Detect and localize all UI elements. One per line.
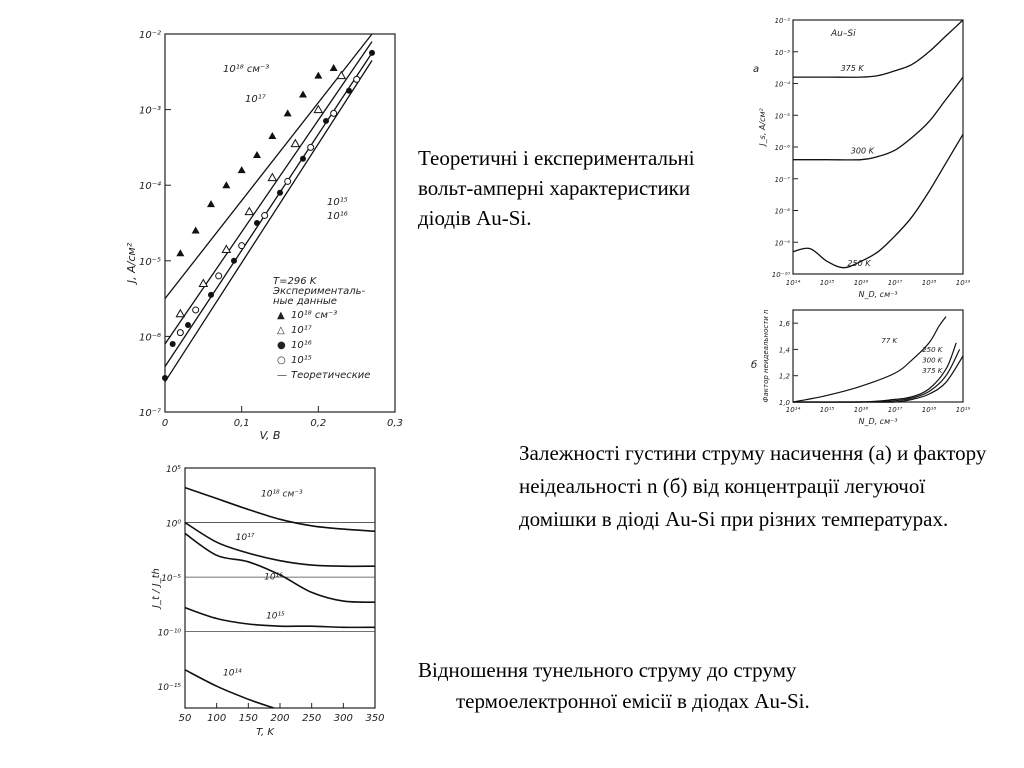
- y-tick-label: 10⁻⁶: [138, 332, 161, 344]
- data-point: [162, 375, 168, 381]
- data-point: [222, 181, 230, 188]
- y-tick-label: 1,4: [778, 346, 790, 355]
- y-tick-label: 10⁻⁴: [138, 181, 161, 193]
- data-point: [177, 330, 183, 336]
- legend-marker: ○: [277, 355, 286, 366]
- x-tick-label: 10¹⁷: [887, 406, 903, 414]
- legend-marker: ▲: [277, 310, 285, 321]
- tunnel-caption-line-2: термоелектронної емісії в діодах Au-Si.: [456, 689, 810, 713]
- data-point: [369, 50, 375, 56]
- panel-label: а: [753, 64, 760, 75]
- data-point: [170, 341, 176, 347]
- x-tick-label: 10¹⁵: [819, 279, 835, 287]
- data-point: [337, 72, 345, 79]
- series-label: 250 K: [922, 346, 943, 355]
- y-tick-label: 1,0: [778, 399, 790, 407]
- y-tick-label: 10⁻¹⁰: [157, 628, 181, 639]
- x-tick-label: 0,1: [233, 418, 250, 429]
- data-point: [299, 90, 307, 97]
- y-tick-label: 10⁻²: [774, 17, 790, 25]
- y-tick-label: 10⁻⁶: [774, 144, 790, 152]
- x-tick-label: 10¹⁶: [853, 279, 869, 287]
- data-point: [330, 64, 338, 71]
- y-axis-label: J_s, А/см²: [758, 108, 767, 146]
- y-axis-label: J, А/см²: [125, 242, 138, 284]
- x-tick-label: 10¹⁹: [955, 279, 970, 287]
- saturation-current-chart: [738, 12, 970, 302]
- legend-label: 10¹⁵: [291, 355, 312, 366]
- tunnel-caption: [418, 655, 978, 717]
- data-point: [291, 140, 299, 147]
- series-line: [793, 77, 963, 160]
- y-tick-label: 10⁰: [165, 519, 181, 530]
- x-tick-label: 0,3: [387, 418, 403, 429]
- series-label: 10¹⁵: [266, 611, 285, 622]
- series-label: 10¹⁶: [264, 572, 283, 583]
- y-tick-label: 1,6: [778, 320, 790, 329]
- series-label: 250 K: [847, 259, 871, 269]
- y-tick-label: 10⁻⁵: [774, 112, 790, 121]
- series-label: 77 K: [881, 336, 898, 345]
- y-tick-label: 10⁻³: [774, 48, 790, 57]
- legend-marker: △: [277, 325, 285, 336]
- y-tick-label: 10⁻²: [138, 30, 161, 41]
- iv-chart-figure: [95, 22, 410, 442]
- y-axis-label: J_t / J_th: [151, 568, 162, 608]
- series-line: [185, 533, 375, 602]
- x-axis-label: V, В: [259, 429, 281, 442]
- line-label: 10¹⁵: [327, 197, 348, 208]
- legend-marker: —: [277, 370, 287, 381]
- series-label: 10¹⁸ см⁻³: [261, 489, 303, 500]
- legend-label: 10¹⁸ см⁻³: [291, 310, 338, 321]
- x-tick-label: 300: [333, 713, 353, 724]
- chart-title: Au–Si: [831, 29, 856, 39]
- plot-frame: [185, 468, 375, 708]
- x-tick-label: 350: [365, 713, 385, 724]
- tunnel-ratio-figure: [145, 460, 385, 745]
- x-tick-label: 150: [238, 713, 258, 724]
- series-line: [793, 134, 963, 267]
- legend-label: 10¹⁷: [291, 325, 312, 336]
- data-point: [176, 249, 184, 256]
- series-label: 10¹⁷: [235, 533, 255, 543]
- x-tick-label: 0: [161, 418, 169, 429]
- data-point: [245, 208, 253, 215]
- line-label: 10¹⁶: [327, 211, 348, 222]
- data-point: [284, 109, 292, 116]
- data-point: [239, 243, 245, 249]
- data-point: [285, 178, 291, 184]
- ideality-factor-chart: [738, 304, 970, 434]
- data-point: [354, 76, 360, 82]
- data-point: [323, 118, 329, 124]
- series-label: 300 K: [922, 356, 943, 365]
- x-tick-label: 10¹⁷: [887, 279, 903, 287]
- x-axis-label: N_D, см⁻³: [858, 417, 898, 426]
- y-tick-label: 10⁻⁵: [161, 574, 181, 585]
- x-tick-label: 250: [302, 713, 322, 724]
- line-label: 10¹⁷: [245, 94, 266, 105]
- legend-label: 10¹⁶: [291, 340, 312, 351]
- data-point: [346, 88, 352, 94]
- data-point: [331, 110, 337, 116]
- data-point: [208, 292, 214, 298]
- y-tick-label: 10⁻⁷: [138, 408, 161, 419]
- y-tick-label: 10⁻⁵: [138, 256, 161, 268]
- saturation-caption: Залежності густини струму насичення (а) и фактору неідеальності n (б) від концентрації легуючої домішки в діоді Au-Si при різних температурах.: [519, 441, 987, 531]
- x-tick-label: 10¹⁸: [921, 279, 937, 287]
- line-label: 10¹⁸ см⁻³: [223, 64, 270, 75]
- x-tick-label: 50: [178, 713, 192, 724]
- data-point: [238, 166, 246, 173]
- x-tick-label: 10¹⁸: [921, 406, 937, 414]
- theory-line: [165, 42, 372, 344]
- legend-label: Теоретические: [291, 370, 371, 381]
- y-tick-label: 10⁵: [165, 465, 181, 475]
- x-tick-label: 0,2: [310, 418, 327, 429]
- iv-chart: [95, 22, 410, 442]
- plot-frame: [793, 20, 963, 274]
- panel-label: б: [751, 360, 758, 371]
- x-tick-label: 200: [270, 713, 290, 724]
- data-point: [308, 144, 314, 150]
- series-label: 300 K: [850, 146, 874, 156]
- ideality-factor-figure: [738, 304, 970, 434]
- legend-marker: ●: [277, 340, 286, 351]
- data-point: [193, 307, 199, 313]
- iv-caption: Теоретичні і експериментальні вольт-амперні характеристики діодів Au-Si.: [418, 146, 695, 230]
- x-axis-label: N_D, см⁻³: [858, 290, 898, 299]
- data-point: [216, 273, 222, 279]
- data-point: [268, 132, 276, 139]
- series-label: 10¹⁴: [223, 668, 242, 679]
- y-tick-label: 10⁻⁷: [774, 175, 790, 184]
- data-point: [185, 322, 191, 328]
- y-tick-label: 10⁻¹⁰: [771, 271, 790, 279]
- data-point: [231, 258, 237, 264]
- data-point: [314, 72, 322, 79]
- y-tick-label: 10⁻⁹: [774, 239, 790, 248]
- data-point: [277, 190, 283, 196]
- theory-line: [165, 53, 372, 367]
- x-axis-label: T, K: [256, 727, 274, 738]
- x-tick-label: 100: [207, 713, 227, 724]
- x-tick-label: 10¹⁴: [785, 279, 801, 287]
- data-point: [268, 174, 276, 181]
- legend-title: ные данные: [273, 296, 337, 307]
- data-point: [254, 220, 260, 226]
- data-point: [300, 156, 306, 162]
- series-line: [793, 20, 963, 77]
- data-point: [192, 227, 200, 234]
- x-tick-label: 10¹⁴: [785, 406, 801, 414]
- x-tick-label: 10¹⁵: [819, 406, 835, 414]
- y-tick-label: 1,2: [778, 372, 790, 381]
- y-tick-label: 10⁻³: [138, 105, 161, 117]
- legend-title: Эксперименталь-: [273, 286, 366, 297]
- y-axis-label: Фактор неидеальности n: [762, 309, 770, 403]
- data-point: [253, 151, 261, 158]
- data-point: [176, 310, 184, 317]
- x-tick-label: 10¹⁶: [853, 406, 869, 414]
- y-tick-label: 10⁻⁸: [774, 207, 790, 216]
- data-point: [207, 200, 215, 207]
- x-tick-label: 10¹⁹: [955, 406, 970, 414]
- data-point: [262, 212, 268, 218]
- series-label: 375 K: [840, 63, 864, 73]
- legend-title: T=296 K: [273, 276, 317, 287]
- tunnel-ratio-chart: [145, 460, 385, 745]
- series-label: 375 K: [922, 367, 943, 376]
- tunnel-caption-line-1: Відношення тунельного струму до струму: [418, 658, 797, 682]
- saturation-current-figure: [738, 12, 970, 302]
- data-point: [222, 245, 230, 252]
- y-tick-label: 10⁻⁴: [774, 80, 790, 89]
- y-tick-label: 10⁻¹⁵: [157, 683, 181, 694]
